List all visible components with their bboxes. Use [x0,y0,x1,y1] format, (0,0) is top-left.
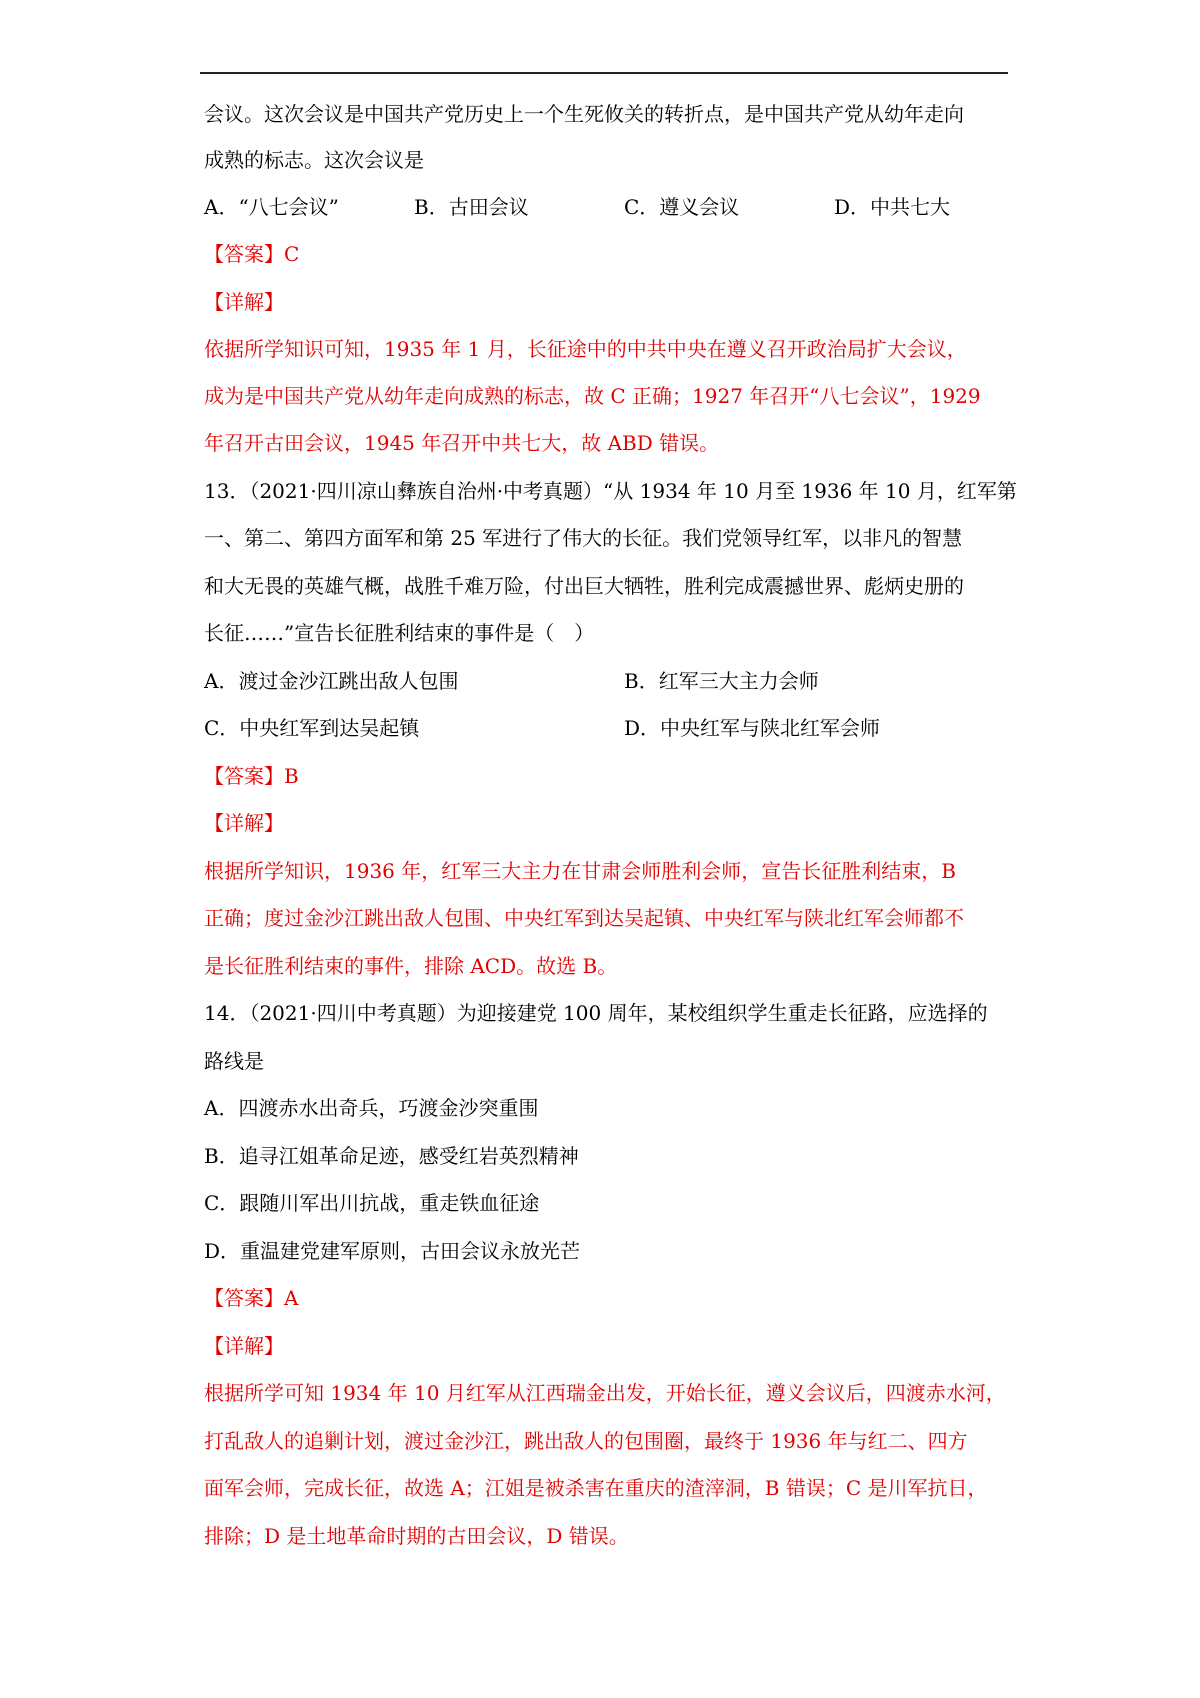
q13-option-c: C．中央红军到达吴起镇 [204,716,420,740]
q13-detail-line-2: 正确；度过金沙江跳出敌人包围、中央红军到达吴起镇、中央红军与陕北红军会师都不 [204,906,964,930]
q14-stem-line-2: 路线是 [204,1049,264,1073]
q14-detail-label: 【详解】 [204,1334,284,1358]
q14-stem-line-1: 14．（2021·四川中考真题）为迎接建党 100 周年，某校组织学生重走长征路，应选择的 [204,1001,988,1025]
q12-detail-line-3: 年召开古田会议，1945 年召开中共七大，故 ABD 错误。 [204,431,720,455]
q14-option-b: B．追寻江姐革命足迹，感受红岩英烈精神 [204,1144,579,1168]
q14-detail-line-1: 根据所学可知 1934 年 10 月红军从江西瑞金出发，开始长征，遵义会议后，四渡赤水河， [204,1381,1006,1405]
q14-option-c: C．跟随川军出川抗战，重走铁血征途 [204,1191,540,1215]
q13-stem-line-1: 13．（2021·四川凉山彝族自治州·中考真题）“从 1934 年 10 月至 1936 年 10 月，红军第 [204,479,1017,503]
q12-option-c: C．遵义会议 [624,195,740,219]
q14-option-d: D．重温建党建军原则，古田会议永放光芒 [204,1239,581,1263]
q13-answer: 【答案】B [204,764,299,788]
q14-option-a: A．四渡赤水出奇兵，巧渡金沙突重围 [204,1096,539,1120]
q14-detail-line-3: 面军会师，完成长征，故选 A；江姐是被杀害在重庆的渣滓洞，B 错误；C 是川军抗日， [204,1476,988,1500]
q13-detail-line-1: 根据所学知识，1936 年，红军三大主力在甘肃会师胜利会师，宣告长征胜利结束，B [204,859,956,883]
q12-stem-line-2: 成熟的标志。这次会议是 [204,148,424,172]
q13-stem-line-4: 长征……”宣告长征胜利结束的事件是（ ） [204,621,595,645]
q12-option-a: A．“八七会议” [204,195,339,219]
q14-answer: 【答案】A [204,1286,299,1310]
q13-option-a: A．渡过金沙江跳出敌人包围 [204,669,459,693]
q13-detail-line-3: 是长征胜利结束的事件，排除 ACD。故选 B。 [204,954,618,978]
q12-option-d: D．中共七大 [834,195,951,219]
q14-detail-line-4: 排除；D 是土地革命时期的古田会议，D 错误。 [204,1524,629,1548]
q12-detail-label: 【详解】 [204,290,284,314]
q13-option-b: B．红军三大主力会师 [624,669,819,693]
q12-stem-line-1: 会议。这次会议是中国共产党历史上一个生死攸关的转折点，是中国共产党从幼年走向 [204,102,964,126]
q12-detail-line-1: 依据所学知识可知，1935 年 1 月，长征途中的中共中央在遵义召开政治局扩大会议， [204,337,967,361]
q12-detail-line-2: 成为是中国共产党从幼年走向成熟的标志，故 C 正确；1927 年召开“八七会议”，1929 [204,384,981,408]
q13-detail-label: 【详解】 [204,811,284,835]
q12-answer: 【答案】C [204,242,300,266]
q14-detail-line-2: 打乱敌人的追剿计划，渡过金沙江，跳出敌人的包围圈，最终于 1936 年与红二、四方 [204,1429,968,1453]
header-rule [200,72,1008,74]
q13-stem-line-3: 和大无畏的英雄气概，战胜千难万险，付出巨大牺牲，胜利完成震撼世界、彪炳史册的 [204,574,964,598]
q13-option-d: D．中央红军与陕北红军会师 [624,716,881,740]
q13-stem-line-2: 一、第二、第四方面军和第 25 军进行了伟大的长征。我们党领导红军，以非凡的智慧 [204,526,963,550]
q12-option-b: B．古田会议 [414,195,529,219]
